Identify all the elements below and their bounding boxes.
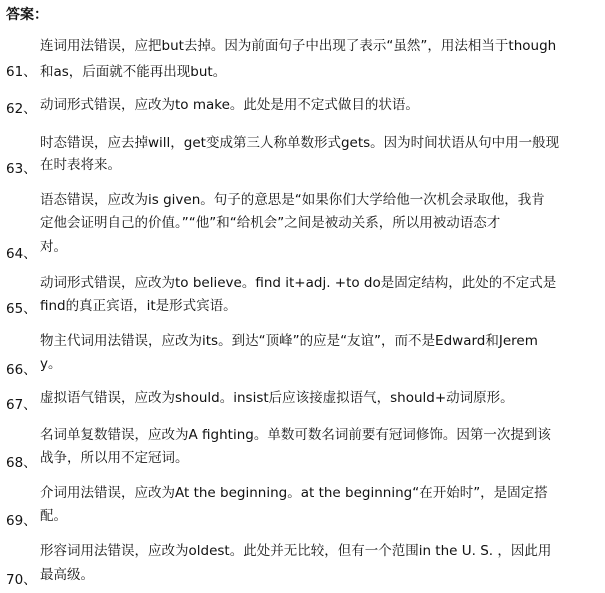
answer-68-number: 68、 <box>6 455 37 471</box>
answer-62-number: 62、 <box>6 101 37 117</box>
answer-68-line-2: 战争，所以用不定冠词。 <box>40 450 189 466</box>
answer-67-number: 67、 <box>6 397 37 413</box>
answer-64-number: 64、 <box>6 246 37 262</box>
answer-61-line-1: 连词用法错误，应把but去掉。因为前面句子中出现了表示“虽然”，用法相当于though <box>40 38 557 54</box>
answer-66-line-1: 物主代词用法错误，应改为its。到达“顶峰”的应是“友谊”，而不是Edward和Jerem <box>40 333 538 349</box>
answer-61-number: 61、 <box>6 64 37 80</box>
answer-70-line-2: 最高级。 <box>40 567 94 583</box>
answer-61-line-2: 和as，后面就不能再出现but。 <box>40 64 227 80</box>
answer-70-number: 70、 <box>6 572 37 588</box>
answer-63-line-1: 时态错误，应去掉will，get变成第三人称单数形式gets。因为时间状语从句中用一般现 <box>40 135 560 151</box>
answer-62-line-1: 动词形式错误，应改为to make。此处是用不定式做目的状语。 <box>40 97 419 113</box>
answer-70-line-1: 形容词用法错误，应改为oldest。此处并无比较，但有一个范围in the U. S. ，因此用 <box>40 543 552 559</box>
answer-64-line-1: 语态错误，应改为is given。句子的意思是“如果你们大学给他一次机会录取他，我肯 <box>40 192 545 208</box>
answer-69-number: 69、 <box>6 513 37 529</box>
answer-63-line-2: 在时表将来。 <box>40 157 121 173</box>
answer-63-number: 63、 <box>6 161 37 177</box>
answer-67-line-1: 虚拟语气错误，应改为should。insist后应该接虚拟语气，should+动词原形。 <box>40 390 514 406</box>
answer-64-line-3: 对。 <box>40 239 67 255</box>
answer-65-number: 65、 <box>6 301 37 317</box>
answer-65-line-2: find的真正宾语，it是形式宾语。 <box>40 298 237 314</box>
answer-68-line-1: 名词单复数错误，应改为A fighting。单数可数名词前要有冠词修饰。因第一次提到该 <box>40 427 551 443</box>
answer-65-line-1: 动词形式错误，应改为to believe。find it+adj. +to do是固定结构，此处的不定式是 <box>40 275 557 291</box>
answer-64-line-2: 定他会证明自己的价值。”“他”和“给机会”之间是被动关系，所以用被动语态才 <box>40 215 501 231</box>
answer-66-number: 66、 <box>6 362 37 378</box>
answer-66-line-2: y。 <box>40 356 62 372</box>
answer-69-line-2: 配。 <box>40 508 67 524</box>
answer-heading: 答案： <box>6 7 48 23</box>
answer-69-line-1: 介词用法错误，应改为At the beginning。at the beginning“在开始时”，是固定搭 <box>40 485 548 501</box>
